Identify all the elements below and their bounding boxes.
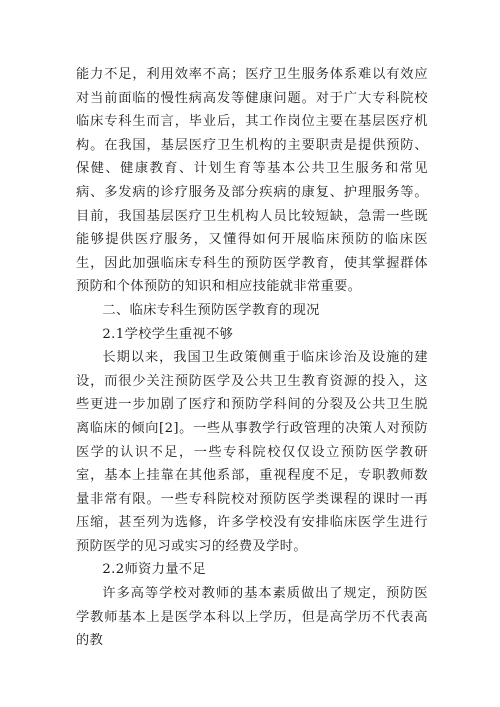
subsection-heading: 2.1学校学生重视不够 [102,326,234,342]
body-paragraph: 许多高等学校对教师的基本素质做出了规定，预防医学教师基本上是医学本科以上学历，但是高学历不代表高的教 [76,586,428,649]
body-paragraph: 长期以来，我国卫生政策侧重于临床诊治及设施的建设，而很少关注预防医学及公共卫生教育资源的投入，这些更进一步加剧了医疗和预防学科间的分裂及公共卫生脱离临床的倾向[2]。一些从事教学行政管理的决策人对预防医学的认识不足，一些专科院校仅仅设立预防医学教研室，基本上挂靠在其他系部，重视程度不足，专职教师数量非常有限。一些专科院校对预防医学类课程的课时一再压缩，甚至列为选修，许多学校没有安排临床医学生进行预防医学的见习或实习的经费及学时。 [76,350,428,554]
subsection-heading: 2.2师资力量不足 [102,562,207,578]
section-heading: 二、临床专科生预防医学教育的现况 [102,302,320,318]
body-paragraph: 能力不足，利用效率不高；医疗卫生服务体系难以有效应对当前面临的慢性病高发等健康问题。对于广大专科院校临床专科生而言，毕业后，其工作岗位主要在基层医疗机构。在我国，基层医疗卫生机构的主要职责是提供预防、保健、健康教育、计划生育等基本公共卫生服务和常见病、多发病的诊疗服务及部分疾病的康复、护理服务等。目前，我国基层医疗卫生机构人员比较短缺，急需一些既能够提供医疗服务，又懂得如何开展临床预防的临床医生，因此加强临床专科生的预防医学教育，使其掌握群体预防和个体预防的知识和相应技能就非常重要。 [76,67,428,295]
document-body [76,63,428,653]
